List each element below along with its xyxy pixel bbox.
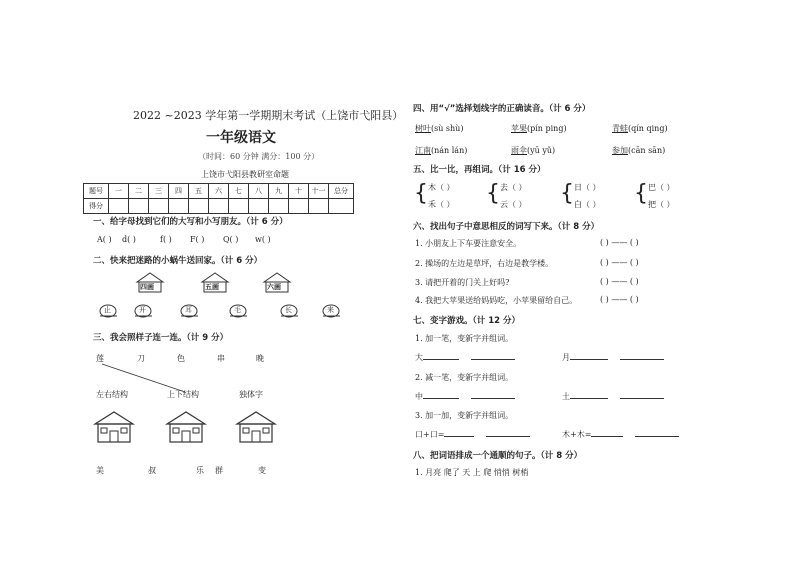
q7-heading: 七、变字游戏。（计 12 分）: [413, 316, 520, 326]
q3-top-char[interactable]: 串: [217, 354, 225, 363]
table-cell: 四: [169, 184, 189, 199]
score-cell[interactable]: [229, 199, 249, 214]
q1-item[interactable]: F( ): [190, 235, 205, 244]
q6-heading: 六、找出句子中意思相反的词写下来。（计 8 分）: [413, 222, 600, 232]
q7-sub1: 1. 加一笔，变新字并组词。: [415, 334, 514, 343]
q4-word: 树叶: [415, 124, 431, 133]
snail-char[interactable]: 毛: [234, 306, 241, 314]
q4-item[interactable]: [612, 123, 668, 134]
q4-pinyin: (pín ping): [527, 124, 567, 133]
q5-bottom[interactable]: 云（ ）: [500, 200, 527, 209]
snail-char[interactable]: 耳: [185, 306, 192, 314]
score-cell[interactable]: [129, 199, 149, 214]
table-cell: 二: [129, 184, 149, 199]
answer-blank[interactable]: [635, 436, 679, 437]
brace-icon: {: [486, 181, 500, 206]
q7-sub2: 2. 减一笔，变新字并组词。: [415, 373, 514, 382]
q5-heading: 五、比一比，再组词。（计 16 分）: [413, 165, 546, 175]
q7-answer-row[interactable]: [415, 391, 515, 402]
q4-item[interactable]: [511, 123, 567, 134]
q7-answer-row[interactable]: [562, 391, 664, 402]
score-cell[interactable]: [269, 199, 289, 214]
q5-top[interactable]: 去（ ）: [500, 183, 527, 192]
table-cell: 九: [269, 184, 289, 199]
snail-char[interactable]: 来: [327, 306, 334, 314]
exam-subtitle: 一年级语文: [206, 130, 276, 146]
q7-char: 月: [562, 353, 570, 362]
q4-pinyin: (yū yǔ): [527, 146, 556, 155]
q6-sentence: 1. 小朋友上下车要注意安全。: [415, 239, 522, 248]
q6-answer[interactable]: ( ) —— ( ): [600, 295, 639, 304]
q3-top-char[interactable]: 色: [177, 354, 185, 363]
q4-word: 参加: [612, 146, 628, 155]
brace-icon: {: [560, 181, 574, 206]
house-label: 五画: [205, 282, 219, 291]
q3-top-char[interactable]: 莲: [96, 354, 104, 363]
q3-category: 上下结构: [167, 390, 199, 399]
table-cell: 三: [149, 184, 169, 199]
q3-top-char[interactable]: 晚: [256, 354, 264, 363]
table-cell: 五: [189, 184, 209, 199]
score-table: [83, 183, 354, 214]
brace-icon: {: [414, 181, 428, 206]
q7-char: 木+木=: [562, 430, 592, 439]
q4-item[interactable]: [415, 145, 467, 156]
q1-item[interactable]: w( ): [255, 235, 271, 244]
answer-blank[interactable]: [620, 398, 664, 399]
answer-blank[interactable]: [486, 436, 530, 437]
q3-top-char[interactable]: 刀: [137, 354, 145, 363]
table-cell: 十一: [309, 184, 329, 199]
q1-item[interactable]: f( ): [160, 235, 172, 244]
q1-heading: 一、给字母找到它们的大写和小写朋友。（计 6 分）: [93, 217, 288, 227]
table-cell: 得分: [84, 199, 109, 214]
q7-sub3: 3. 加一加，变新字并组词。: [415, 411, 514, 420]
q5-bottom[interactable]: 把（ ）: [648, 200, 675, 209]
q8-words: 1. 月亮 爬了 天 上 爬 悄悄 树梢: [415, 468, 529, 477]
q3-bottom-char[interactable]: 叔: [148, 466, 156, 475]
q5-top[interactable]: 木（ ）: [428, 183, 455, 192]
table-cell: 一: [109, 184, 129, 199]
q1-item[interactable]: Q( ): [223, 235, 239, 244]
table-cell: 七: [229, 184, 249, 199]
q8-heading: 八、把词语排成一个通顺的句子。（计 8 分）: [413, 451, 583, 461]
author-line: 上饶市弋阳县教研室命题: [201, 170, 289, 179]
q6-sentence: 3. 请把开着的门关上好吗?: [415, 278, 510, 287]
answer-blank[interactable]: [444, 436, 474, 437]
answer-blank[interactable]: [471, 398, 515, 399]
answer-blank[interactable]: [570, 359, 608, 360]
house-icon: [235, 410, 277, 444]
q6-answer[interactable]: ( ) —— ( ): [600, 258, 639, 267]
q3-category: 左右结构: [96, 390, 128, 399]
q4-word: 青蛙: [612, 124, 628, 133]
snail-char[interactable]: 长: [285, 306, 292, 314]
time-info: （时间：60 分钟 满分：100 分）: [198, 152, 320, 161]
score-table-score-row: [84, 199, 354, 214]
table-cell: 八: [249, 184, 269, 199]
q1-item[interactable]: d( ): [122, 235, 136, 244]
q7-char: 中: [415, 392, 423, 401]
snail-char[interactable]: 开: [139, 306, 146, 314]
q3-bottom-char[interactable]: 群: [215, 466, 223, 475]
q4-word: 苹果: [511, 124, 527, 133]
q4-item[interactable]: [415, 123, 463, 134]
q7-char: 大: [415, 353, 423, 362]
q6-sentence: 4. 我把大苹果送给妈妈吃，小苹果留给自己。: [415, 296, 578, 305]
answer-blank[interactable]: [620, 359, 664, 360]
answer-blank[interactable]: [471, 359, 515, 360]
score-cell[interactable]: [169, 199, 189, 214]
table-cell: 六: [209, 184, 229, 199]
q7-char: 口+口=: [415, 430, 445, 439]
answer-blank[interactable]: [570, 398, 608, 399]
q3-category: 独体字: [239, 390, 263, 399]
q6-answer[interactable]: ( ) —— ( ): [600, 277, 639, 286]
house-label: 四画: [140, 282, 154, 291]
q2-heading: 二、快来把迷路的小蜗牛送回家。（计 6 分）: [93, 256, 263, 266]
score-cell[interactable]: [209, 199, 229, 214]
q4-item[interactable]: [511, 145, 555, 156]
q7-char: 土: [562, 392, 570, 401]
q4-word: 江南: [415, 146, 431, 155]
brace-icon: {: [634, 181, 648, 206]
q5-top[interactable]: 巴（ ）: [648, 183, 675, 192]
q3-heading: 三、我会照样子连一连。（计 9 分）: [93, 333, 229, 343]
q6-sentence: 2. 操场的左边是草坪，右边是教学楼。: [415, 259, 554, 268]
q4-heading: 四、用“√”选择划线字的正确读音。（计 6 分）: [413, 104, 591, 114]
q7-answer-row[interactable]: [415, 429, 530, 440]
house-label: 六画: [267, 282, 281, 291]
score-cell[interactable]: [149, 199, 169, 214]
score-cell[interactable]: [249, 199, 269, 214]
table-cell: 题号: [84, 184, 109, 199]
q4-pinyin: (sù shù): [431, 124, 464, 133]
q7-answer-row[interactable]: [562, 352, 664, 363]
score-cell[interactable]: [329, 199, 354, 214]
answer-blank[interactable]: [423, 398, 459, 399]
score-cell[interactable]: [189, 199, 209, 214]
q7-answer-row[interactable]: [415, 352, 515, 363]
score-cell[interactable]: [309, 199, 329, 214]
q3-bottom-char[interactable]: 美: [96, 466, 104, 475]
q4-pinyin: (nán lán): [431, 146, 468, 155]
q7-answer-row[interactable]: [562, 429, 679, 440]
q5-bottom[interactable]: 白（ ）: [574, 200, 601, 209]
table-cell: 总分: [329, 184, 354, 199]
q4-pinyin: (cān sān): [628, 146, 666, 155]
house-icon: [165, 410, 207, 444]
q1-item[interactable]: A( ): [97, 235, 112, 244]
house-icon: [93, 410, 135, 444]
q3-bottom-char[interactable]: 乐: [196, 466, 204, 475]
q4-pinyin: (qín qing): [628, 124, 668, 133]
score-cell[interactable]: [109, 199, 129, 214]
snail-char[interactable]: 止: [104, 306, 111, 314]
table-cell: 十: [289, 184, 309, 199]
q3-bottom-char[interactable]: 变: [258, 466, 266, 475]
q5-bottom[interactable]: 禾（ ）: [428, 200, 455, 209]
exam-title: 2022 ~2023 学年第一学期期末考试（上饶市弋阳县）: [133, 109, 404, 122]
q5-top[interactable]: 日（ ）: [574, 183, 601, 192]
q4-word: 雨伞: [511, 146, 527, 155]
answer-blank[interactable]: [591, 436, 623, 437]
score-table-header-row: [84, 184, 354, 199]
q6-answer[interactable]: ( ) —— ( ): [600, 238, 639, 247]
q4-item[interactable]: [612, 145, 665, 156]
score-cell[interactable]: [289, 199, 309, 214]
answer-blank[interactable]: [423, 359, 459, 360]
